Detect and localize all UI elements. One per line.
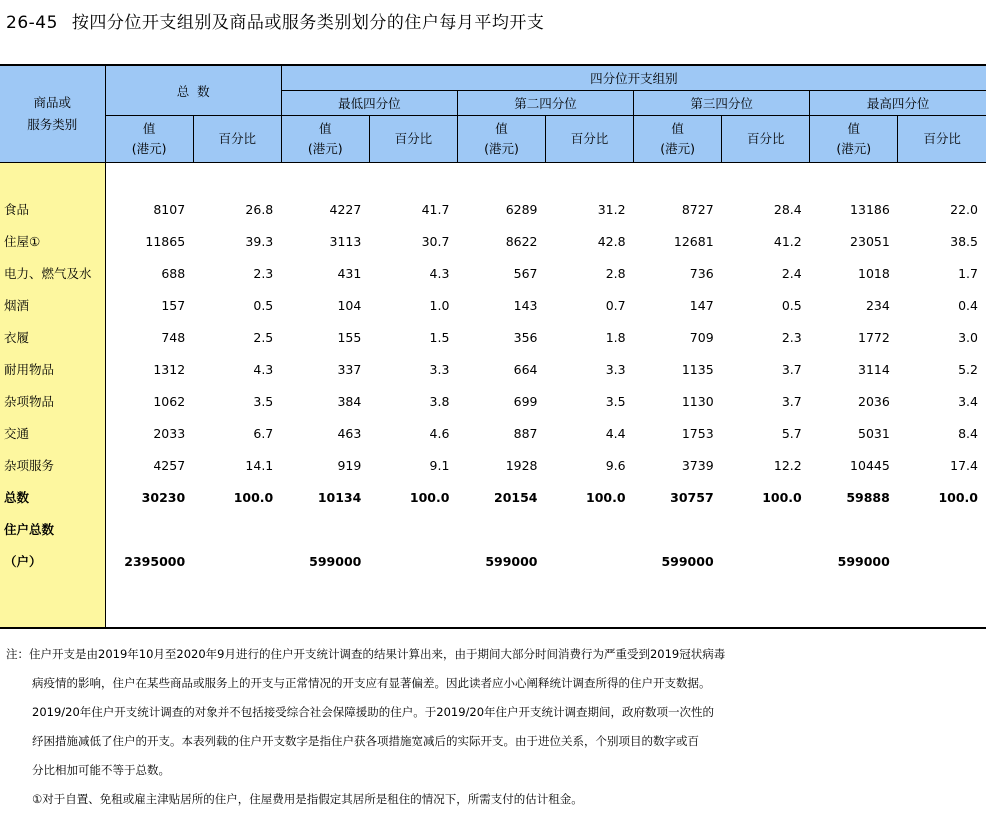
row-label: 食品 <box>0 193 105 225</box>
empty-cell <box>105 577 193 628</box>
percent-cell: 12.2 <box>773 457 802 473</box>
quartile-header-highest: 最高四分位 <box>810 91 986 116</box>
value-label: 值 <box>847 121 861 136</box>
total-value-cell: 20154 <box>494 489 538 505</box>
value-cell: 157 <box>161 297 186 313</box>
row-label: 交通 <box>0 417 105 449</box>
table-code: 26-45 <box>6 13 58 33</box>
row-label: 住屋① <box>0 225 105 257</box>
total-percent-cell: 100.0 <box>233 489 274 505</box>
table-title: 按四分位开支组别及商品或服务类别划分的住户每月平均开支 <box>71 13 545 33</box>
percent-cell: 1.5 <box>429 329 450 345</box>
empty-cell <box>722 163 810 194</box>
value-cell: 1130 <box>681 393 714 409</box>
row-label-empty <box>0 577 105 628</box>
percent-header: 百分比 <box>193 116 281 163</box>
total-percent-cell: 100.0 <box>409 489 450 505</box>
empty-cell <box>369 163 457 194</box>
households-unit-label: （户） <box>0 545 105 577</box>
percent-cell: 3.7 <box>781 361 802 377</box>
value-unit: (港元) <box>660 141 695 156</box>
value-header <box>634 116 722 163</box>
row-label: 耐用物品 <box>0 353 105 385</box>
quartile-header-lowest: 最低四分位 <box>281 91 457 116</box>
percent-cell: 3.4 <box>958 393 978 409</box>
total-header: 总 数 <box>105 65 281 116</box>
empty-cell <box>105 163 193 194</box>
percent-cell: 3.5 <box>605 393 626 409</box>
empty-cell <box>810 513 898 545</box>
total-value-cell: 10134 <box>317 489 362 505</box>
value-cell: 709 <box>689 329 714 345</box>
percent-cell: 1.0 <box>429 297 450 313</box>
value-cell: 431 <box>337 265 362 281</box>
value-cell: 567 <box>513 265 538 281</box>
percent-cell: 0.5 <box>781 297 802 313</box>
note-line: 纾困措施减低了住户的开支。本表列载的住户开支数字是指住户获各项措施宽减后的实际开支。由于进位关系，个别项目的数字或百 <box>32 734 699 748</box>
empty-cell <box>546 513 634 545</box>
row-label: 电力、燃气及水 <box>0 257 105 289</box>
percent-cell: 3.5 <box>253 393 274 409</box>
row-label: 烟酒 <box>0 289 105 321</box>
expenditure-table <box>0 64 986 629</box>
value-cell: 11865 <box>145 233 186 249</box>
empty-cell <box>898 577 986 628</box>
value-cell: 1018 <box>858 265 890 281</box>
quartile-group-header: 四分位开支组别 <box>281 65 986 91</box>
value-cell: 147 <box>689 297 714 313</box>
empty-cell <box>546 545 634 577</box>
percent-cell: 2.3 <box>253 265 274 281</box>
value-cell: 919 <box>337 457 362 473</box>
empty-cell <box>722 577 810 628</box>
total-value-cell: 30230 <box>141 489 186 505</box>
percent-cell: 4.6 <box>429 425 450 441</box>
percent-cell: 26.8 <box>245 201 274 217</box>
note-line: 注：住户开支是由2019年10月至2020年9月进行的住户开支统计调查的结果计算出来，由于期间大部分时间消费行为严重受到2019冠状病毒 <box>6 647 726 661</box>
percent-cell: 0.7 <box>605 297 626 313</box>
households-label: 住户总数 <box>0 513 105 545</box>
value-cell: 384 <box>337 393 362 409</box>
total-percent-cell: 100.0 <box>762 489 802 505</box>
table-row <box>0 417 986 449</box>
total-value-cell: 59888 <box>846 489 890 505</box>
value-cell: 1312 <box>153 361 186 377</box>
value-unit: (港元) <box>307 141 343 156</box>
empty-cell <box>810 577 898 628</box>
value-cell: 4257 <box>153 457 186 473</box>
value-cell: 143 <box>513 297 538 313</box>
percent-header: 百分比 <box>546 116 634 163</box>
empty-cell <box>281 577 369 628</box>
percent-cell: 2.4 <box>781 265 802 281</box>
value-cell: 1135 <box>681 361 714 377</box>
empty-cell <box>898 545 986 577</box>
percent-cell: 3.3 <box>429 361 450 377</box>
percent-cell: 28.4 <box>773 201 802 217</box>
empty-cell <box>457 163 545 194</box>
percent-cell: 0.4 <box>958 297 978 313</box>
value-header <box>281 116 369 163</box>
percent-cell: 2.8 <box>605 265 626 281</box>
empty-cell <box>457 577 545 628</box>
empty-cell <box>369 545 457 577</box>
total-row <box>0 481 986 513</box>
value-label: 值 <box>142 121 156 136</box>
percent-cell: 4.3 <box>429 265 450 281</box>
note-line: 病疫情的影响，住户在某些商品或服务上的开支与正常情况的开支应有显著偏差。因此读者应小心阐释统计调查所得的住户开支数据。 <box>32 676 711 690</box>
table-row <box>0 385 986 417</box>
households-row <box>0 545 986 577</box>
percent-cell: 8.4 <box>958 425 978 441</box>
table-row <box>0 193 986 225</box>
empty-cell <box>634 577 722 628</box>
empty-cell <box>546 163 634 194</box>
empty-cell <box>369 513 457 545</box>
value-cell: 4227 <box>329 201 362 217</box>
quartile-header-third: 第三四分位 <box>634 91 810 116</box>
empty-cell <box>898 163 986 194</box>
percent-cell: 17.4 <box>950 457 978 473</box>
total-percent-cell: 100.0 <box>938 489 978 505</box>
percent-cell: 3.0 <box>958 329 978 345</box>
value-label: 值 <box>671 121 684 136</box>
category-header-line1: 商品或 <box>33 95 72 110</box>
total-value-cell: 30757 <box>670 489 714 505</box>
notes <box>6 640 966 814</box>
empty-cell <box>898 513 986 545</box>
value-unit: (港元) <box>484 141 519 156</box>
value-header <box>105 116 193 163</box>
empty-cell <box>810 163 898 194</box>
percent-cell: 39.3 <box>245 233 274 249</box>
empty-cell <box>193 513 281 545</box>
value-cell: 736 <box>689 265 714 281</box>
value-cell: 688 <box>161 265 186 281</box>
value-cell: 5031 <box>858 425 890 441</box>
value-cell: 8107 <box>153 201 186 217</box>
percent-cell: 9.6 <box>605 457 626 473</box>
percent-cell: 41.7 <box>421 201 450 217</box>
households-value-cell: 599000 <box>309 553 362 569</box>
empty-cell <box>369 577 457 628</box>
value-cell: 664 <box>513 361 538 377</box>
table-row <box>0 257 986 289</box>
percent-cell: 42.8 <box>597 233 626 249</box>
quartile-header-second: 第二四分位 <box>457 91 633 116</box>
empty-cell <box>281 163 369 194</box>
percent-cell: 3.7 <box>781 393 802 409</box>
value-cell: 155 <box>337 329 362 345</box>
percent-cell: 9.1 <box>429 457 450 473</box>
table-end-row <box>0 577 986 628</box>
footnote-1: ①对于自置、免租或雇主津贴居所的住户，住屋费用是指假定其居所是租住的情况下，所需支付的估计租金。 <box>32 792 583 806</box>
percent-cell: 5.7 <box>781 425 802 441</box>
row-label-empty <box>0 163 105 194</box>
empty-cell <box>105 513 193 545</box>
value-cell: 3113 <box>329 233 362 249</box>
percent-cell: 1.7 <box>958 265 978 281</box>
value-label: 值 <box>319 121 332 136</box>
total-row-label: 总数 <box>0 481 105 513</box>
percent-cell: 2.5 <box>253 329 274 345</box>
percent-cell: 41.2 <box>773 233 802 249</box>
empty-cell <box>634 163 722 194</box>
table-row <box>0 353 986 385</box>
value-cell: 23051 <box>850 233 890 249</box>
value-cell: 1928 <box>505 457 538 473</box>
category-header-line2: 服务类别 <box>27 117 78 132</box>
percent-header: 百分比 <box>898 116 986 163</box>
spacer-row <box>0 163 986 194</box>
row-label: 杂项物品 <box>0 385 105 417</box>
empty-cell <box>457 513 545 545</box>
value-unit: (港元) <box>836 141 872 156</box>
table-header <box>0 65 986 163</box>
empty-cell <box>634 513 722 545</box>
percent-cell: 4.3 <box>253 361 274 377</box>
percent-cell: 0.5 <box>253 297 274 313</box>
value-cell: 337 <box>337 361 362 377</box>
value-cell: 699 <box>513 393 538 409</box>
empty-cell <box>193 163 281 194</box>
value-unit: (港元) <box>131 141 167 156</box>
value-cell: 1753 <box>681 425 714 441</box>
note-line: 2019/20年住户开支统计调查的对象并不包括接受综合社会保障援助的住户。于2019/20年住户开支统计调查期间，政府数项一次性的 <box>32 705 715 719</box>
value-header <box>810 116 898 163</box>
value-cell: 748 <box>161 329 186 345</box>
table-row <box>0 225 986 257</box>
value-cell: 356 <box>513 329 538 345</box>
percent-cell: 1.8 <box>605 329 626 345</box>
percent-cell: 31.2 <box>597 201 626 217</box>
value-cell: 104 <box>337 297 362 313</box>
value-cell: 12681 <box>673 233 714 249</box>
value-cell: 6289 <box>505 201 538 217</box>
empty-cell <box>722 545 810 577</box>
note-line: 分比相加可能不等于总数。 <box>32 763 170 777</box>
value-percent-header-row <box>0 116 986 163</box>
value-cell: 2033 <box>153 425 186 441</box>
total-percent-cell: 100.0 <box>586 489 626 505</box>
percent-header: 百分比 <box>722 116 810 163</box>
value-cell: 10445 <box>850 457 890 473</box>
value-cell: 887 <box>513 425 538 441</box>
percent-cell: 30.7 <box>421 233 450 249</box>
empty-cell <box>546 577 634 628</box>
value-cell: 8727 <box>681 201 714 217</box>
value-label: 值 <box>495 121 508 136</box>
value-cell: 234 <box>865 297 890 313</box>
percent-cell: 2.3 <box>781 329 802 345</box>
table-row <box>0 321 986 353</box>
page-title <box>6 8 544 33</box>
households-value-cell: 599000 <box>837 553 890 569</box>
percent-cell: 3.3 <box>605 361 626 377</box>
value-cell: 8622 <box>505 233 538 249</box>
percent-cell: 5.2 <box>958 361 978 377</box>
empty-cell <box>193 545 281 577</box>
table-row <box>0 289 986 321</box>
row-label: 杂项服务 <box>0 449 105 481</box>
value-cell: 3739 <box>681 457 714 473</box>
value-cell: 3114 <box>858 361 890 377</box>
value-header <box>457 116 545 163</box>
category-header <box>0 65 105 163</box>
percent-cell: 3.8 <box>429 393 450 409</box>
value-cell: 1772 <box>858 329 890 345</box>
table-body <box>0 163 986 629</box>
row-label: 衣履 <box>0 321 105 353</box>
households-value-cell: 599000 <box>661 553 714 569</box>
value-cell: 2036 <box>858 393 890 409</box>
households-value-cell: 2395000 <box>124 553 186 569</box>
households-label-row <box>0 513 986 545</box>
percent-cell: 38.5 <box>950 233 978 249</box>
percent-cell: 6.7 <box>253 425 274 441</box>
value-cell: 463 <box>337 425 362 441</box>
value-cell: 13186 <box>850 201 890 217</box>
empty-cell <box>722 513 810 545</box>
percent-cell: 22.0 <box>950 201 978 217</box>
households-value-cell: 599000 <box>485 553 538 569</box>
table-row <box>0 449 986 481</box>
empty-cell <box>193 577 281 628</box>
percent-header: 百分比 <box>369 116 457 163</box>
empty-cell <box>281 513 369 545</box>
percent-cell: 4.4 <box>605 425 626 441</box>
percent-cell: 14.1 <box>245 457 274 473</box>
value-cell: 1062 <box>153 393 186 409</box>
